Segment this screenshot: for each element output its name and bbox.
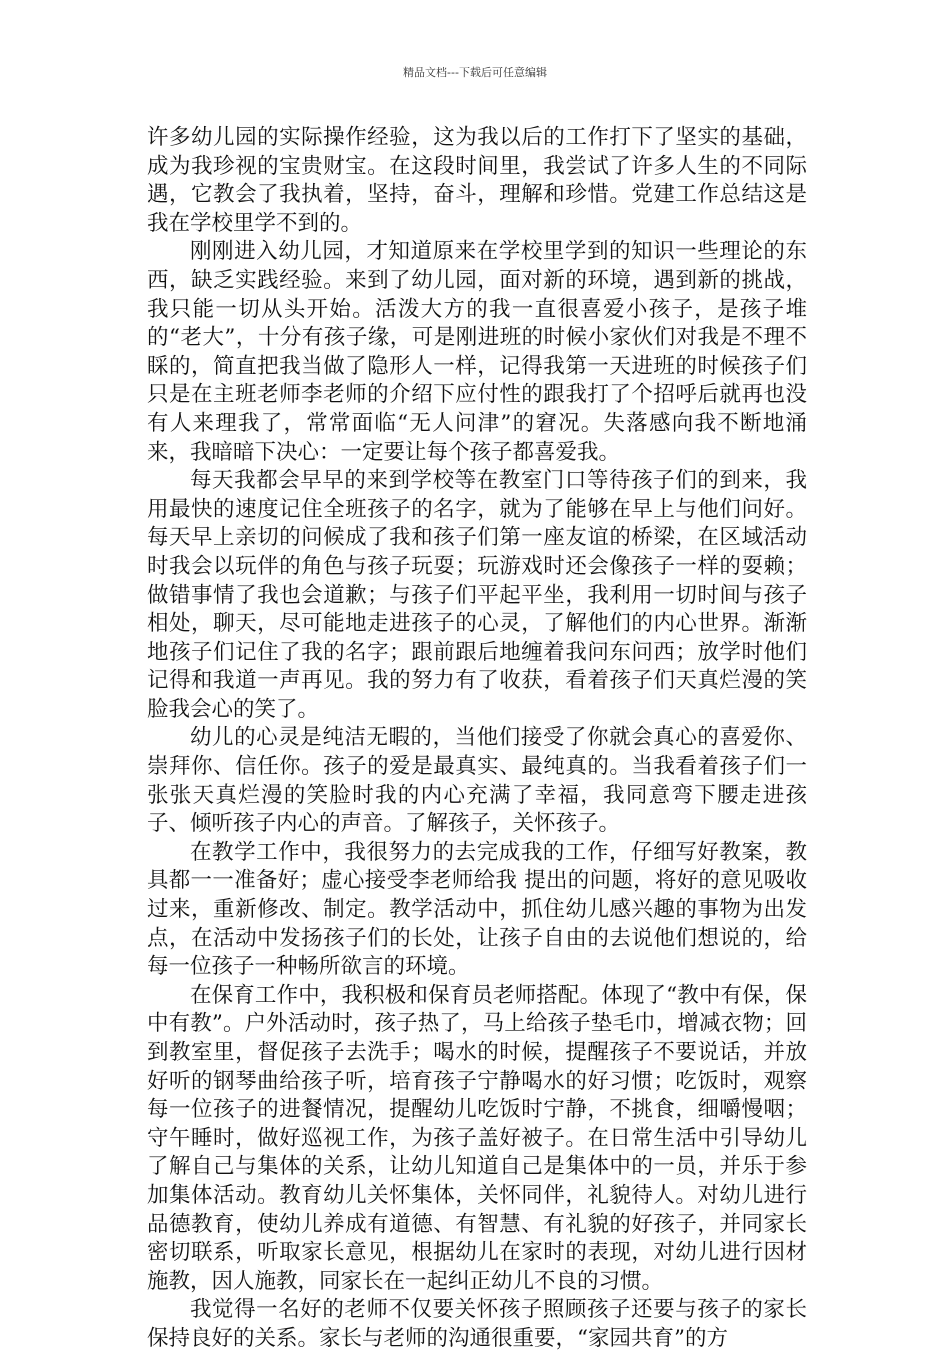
paragraph: 每天我都会早早的来到学校等在教室门口等待孩子们的到来，我用最快的速度记住全班孩子的名字，就为了能够在早上与他们问好。每天早上亲切的问候成了我和孩子们第一座友谊的桥梁，在区域活动时我会以玩伴的角色与孩子玩耍；玩游戏时还会像孩子一样的耍赖；做错事情了我也会道歉；与孩子们平起平坐，我利用一切时间与孩子相处，聊天，尽可能地走进孩子的心灵，了解他们的内心世界。渐渐地孩子们记住了我的名字；跟前跟后地缠着我问东问西；放学时他们记得和我道一声再见。我的努力有了收获，看着孩子们天真烂漫的笑脸我会心的笑了。: [147, 468, 807, 722]
paragraph: 许多幼儿园的实际操作经验，这为我以后的工作打下了坚实的基础，成为我珍视的宝贵财宝。在这段时间里，我尝试了许多人生的不同际遇，它教会了我执着，坚持，奋斗，理解和珍惜。党建工作总结这是我在学校里学不到的。: [147, 125, 807, 236]
paragraph: 在教学工作中，我很努力的去完成我的工作，仔细写好教案，教具都一一准备好；虚心接受李老师给我 提出的问题，将好的意见吸收过来，重新修改、制定。教学活动中，抓住幼儿感兴趣的事物为出发点，在活动中发扬孩子们的长处，让孩子自由的去说他们想说的，给每一位孩子一种畅所欲言的环境。: [147, 839, 807, 980]
paragraph: 我觉得一名好的老师不仅要关怀孩子照顾孩子还要与孩子的家长保持良好的关系。家长与老师的沟通很重要，“家园共育”的方: [147, 1297, 807, 1351]
paragraph: 幼儿的心灵是纯洁无暇的，当他们接受了你就会真心的喜爱你、崇拜你、信任你。孩子的爱是最真实、最纯真的。当我看着孩子们一张张天真烂漫的笑脸时我的内心充满了幸福，我同意弯下腰走进孩子、倾听孩子内心的声音。了解孩子，关怀孩子。: [147, 725, 807, 837]
paragraph: 在保育工作中，我积极和保育员老师搭配。体现了“教中有保，保中有教”。户外活动时，孩子热了，马上给孩子垫毛巾，增减衣物；回到教室里，督促孩子去洗手；喝水的时候，提醒孩子不要说话，并放好听的钢琴曲给孩子听，培育孩子宁静喝水的好习惯；吃饭时，观察每一位孩子的进餐情况，提醒幼儿吃饭时宁静，不挑食，细嚼慢咽；守午睡时，做好巡视工作，为孩子盖好被子。在日常生活中引导幼儿了解自己与集体的关系，让幼儿知道自己是集体中的一员，并乐于参加集体活动。教育幼儿关怀集体，关怀同伴，礼貌待人。对幼儿进行品德教育，使幼儿养成有道德、有智慧、有礼貌的好孩子，并同家长密切联系，听取家长意见，根据幼儿在家时的表现，对幼儿进行因材施教，因人施教，同家长在一起纠正幼儿不良的习惯。: [147, 982, 807, 1294]
page-header: 精品文档---下载后可任意编辑: [403, 66, 547, 79]
document-body: [147, 124, 807, 1354]
paragraph: 刚刚进入幼儿园，才知道原来在学校里学到的知识一些理论的东西，缺乏实践经验。来到了幼儿园，面对新的环境，遇到新的挑战，我只能一切从头开始。活泼大方的我一直很喜爱小孩子，是孩子堆的“老大”，十分有孩子缘，可是刚进班的时候小家伙们对我是不理不睬的，简直把我当做了隐形人一样，记得我第一天进班的时候孩子们只是在主班老师李老师的介绍下应付性的跟我打了个招呼后就再也没有人来理我了，常常面临“无人问津”的窘况。失落感向我不断地涌来，我暗暗下决心：一定要让每个孩子都喜爱我。: [147, 239, 807, 465]
